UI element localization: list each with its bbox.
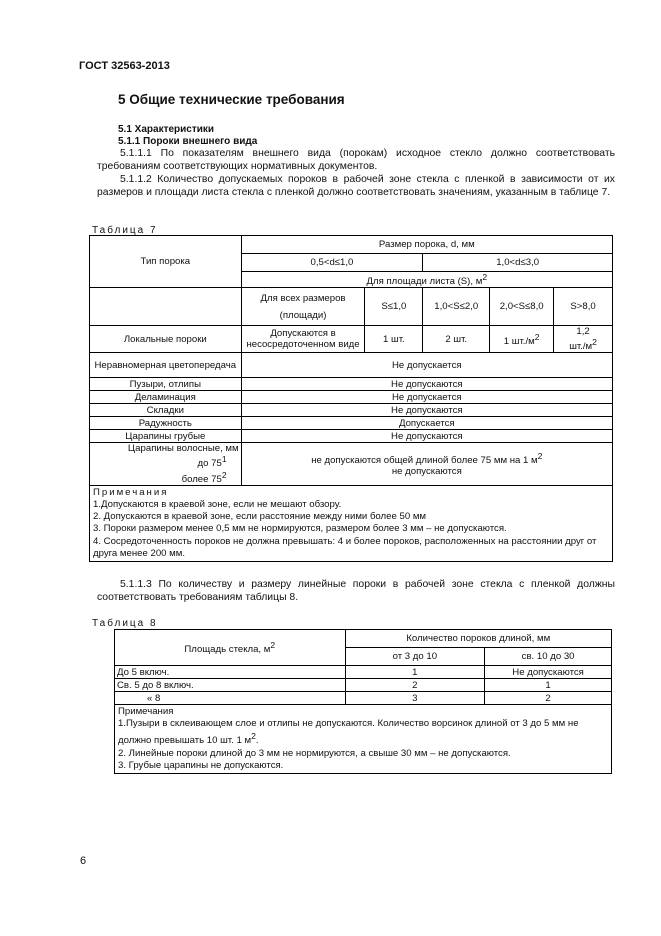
t8-notes: Примечания 1.Пузыри в склеивающем слое и отлипы не допускаются. Количество ворсинок длиной от 3 до 5 мм не должно превышать 10 шт. 1 $м^2$. 2. Линейные пороки длиной до 3 мм не нормируются, а свыше 30 мм – не допускаются. 3. Грубые царапины не допускаются. <box>115 705 612 774</box>
t7-row-hair-scratches: Царапины волосные, мм до $75^1$ более $75^2$ <box>90 443 242 485</box>
t7-row-local-defects: Локальные пороки <box>90 326 242 353</box>
subsection-appearance-defects: 5.1.1 Пороки внешнего вида <box>118 136 258 147</box>
t7-row-name: Царапины грубые <box>90 430 242 443</box>
t7-row-name: Складки <box>90 404 242 417</box>
t7-header-defect-size: Размер порока, d, мм <box>241 236 612 254</box>
t7-note: 1.Допускаются в краевой зоне, если не мешают обзору. <box>93 498 342 510</box>
t8-row-v2: Не допускаются <box>485 666 612 679</box>
t7-row-name: Деламинация <box>90 391 242 404</box>
t7-row-value: Допускается <box>241 417 612 430</box>
t7-local-v3: 1 $шт./м^2$ <box>490 326 554 353</box>
paragraph-5-1-1-1: 5.1.1.1 По показателям внешнего вида (порокам) исходное стекло должно соответствовать требованиям соответствующих нормативных документов. <box>97 148 615 172</box>
table-8 <box>114 629 612 774</box>
t7-row-value: Не допускаются <box>241 404 612 417</box>
t8-row-v1: 3 <box>345 692 485 705</box>
paragraph-5-1-1-3: 5.1.1.3 По количеству и размеру линейные пороки в рабочей зоне стекла с пленкой должны соответствовать требованиям таблицы 8. <box>97 579 615 603</box>
t8-row-v2: 1 <box>485 679 612 692</box>
t8-note: 3. Грубые царапины не допускаются. <box>118 760 284 771</box>
page-number: 6 <box>80 855 87 867</box>
t7-header-range-2: 1,0<d≤3,0 <box>423 254 613 272</box>
t7-header-sheet-area: Для площади листа (S), $м^2$ <box>241 272 612 288</box>
table8-caption: Таблица 8 <box>92 618 158 629</box>
section-title: 5 Общие технические требования <box>118 92 345 107</box>
t7-note: 3. Пороки размером менее 0,5 мм не нормируются, размером более 3 мм – не допускаются. <box>93 523 507 535</box>
t7-row-name: Пузыри, отлипы <box>90 378 242 391</box>
t7-header-all-sizes: Для всех размеров (площади) <box>241 288 365 326</box>
t8-note: 2. Линейные пороки длиной до 3 мм не нормируются, а свыше 30 мм – не допускаются. <box>118 747 511 759</box>
t7-note: 4. Сосредоточенность пороков не должна превышать: 4 и более пороков, расположенных на расстоянии друг от друга менее 200 мм. <box>93 535 597 559</box>
t8-header-c1: от 3 до 10 <box>345 648 485 666</box>
t7-hair-value: не допускаются общей длиной более 75 мм на 1 $м^2$ не допускаются <box>241 443 612 485</box>
t8-row-v1: 2 <box>345 679 485 692</box>
t8-header-count: Количество пороков длиной, мм <box>345 630 612 648</box>
t7-header-s4: S>8,0 <box>554 288 613 326</box>
t7-row-value: Не допускается <box>241 391 612 404</box>
t7-row-value: Не допускается <box>241 353 612 378</box>
t7-header-defect-type: Тип порока <box>90 236 242 288</box>
t8-row-name: « 8 <box>115 692 346 705</box>
t7-local-v1: 1 шт. <box>365 326 423 353</box>
t7-local-allowed: Допускаются в несосредоточенном виде <box>241 326 365 353</box>
t7-notes: Примечания 1.Допускаются в краевой зоне, если не мешают обзору. 2. Допускаются в краевой зоне, если расстояние между ними более 50 мм 3. Пороки размером менее 0,5 мм не нормируются, размером более 3 мм – не допускаются. 4. Сосредоточенность пороков не должна превышать: 4 и более пороков, расположенных на расстоянии друг от друга менее 200 мм. <box>90 485 613 561</box>
table-7 <box>89 235 613 562</box>
paragraph-5-1-1-2: 5.1.1.2 Количество допускаемых пороков в рабочей зоне стекла с пленкой в зависимости от их размеров и площади листа стекла с пленкой должно соответствовать значениям, указанным в таблице 7. <box>97 174 615 198</box>
t8-row-name: До 5 включ. <box>115 666 346 679</box>
t8-row-v1: 1 <box>345 666 485 679</box>
subsection-characteristics: 5.1 Характеристики <box>118 124 215 135</box>
t8-note: 1.Пузыри в склеивающем слое и отлипы не допускаются. Количество ворсинок длиной от 3 до 5 мм не должно превышать 10 шт. 1 $м^2$. <box>118 718 579 747</box>
t7-header-s1: S≤1,0 <box>365 288 423 326</box>
t8-row-v2: 2 <box>485 692 612 705</box>
table7-caption: Таблица 7 <box>92 225 158 236</box>
t7-header-s2: 1,0<S≤2,0 <box>423 288 490 326</box>
t7-row-name: Радужность <box>90 417 242 430</box>
t8-header-c2: св. 10 до 30 <box>485 648 612 666</box>
document-header: ГОСТ 32563-2013 <box>79 60 170 72</box>
t8-row-name: Св. 5 до 8 включ. <box>115 679 346 692</box>
t8-header-area: Площадь стекла, $м^2$ <box>115 630 346 666</box>
t7-header-s3: 2,0<S≤8,0 <box>490 288 554 326</box>
t7-header-range-1: 0,5<d≤1,0 <box>241 254 423 272</box>
t7-local-v2: 2 шт. <box>423 326 490 353</box>
t7-row-value: Не допускаются <box>241 378 612 391</box>
t7-local-v4: 1,2 $шт./м^2$ <box>554 326 613 353</box>
t7-note: 2. Допускаются в краевой зоне, если расстояние между ними более 50 мм <box>93 511 427 523</box>
t7-row-value: Не допускаются <box>241 430 612 443</box>
t7-row-name: Неравномерная цветопередача <box>90 353 242 378</box>
